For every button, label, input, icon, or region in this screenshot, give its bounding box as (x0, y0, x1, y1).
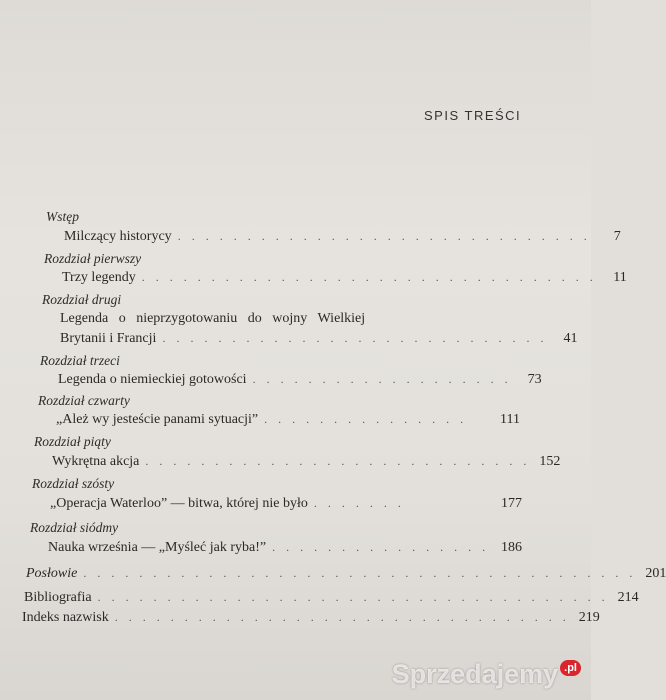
page-number: 219 (578, 610, 600, 625)
toc-entry (62, 270, 627, 286)
entry-title: Trzy legendy (62, 270, 136, 285)
watermark-brand: Sprzedajemy (391, 659, 559, 689)
entry-title: Posłowie (26, 566, 78, 581)
page-number: 152 (539, 454, 561, 469)
toc-entry (64, 229, 621, 245)
page-number: 201 (645, 566, 666, 581)
watermark-badge: .pl (560, 660, 581, 676)
page-number: 214 (617, 590, 639, 605)
page-number: 41 (563, 331, 578, 346)
toc-title: SPIS TREŚCI (424, 108, 522, 123)
entry-title: „Operacja Waterloo” — bitwa, której nie było (50, 496, 308, 511)
toc-entry (58, 372, 542, 388)
entry-title: Nauka września — „Myśleć jak ryba!” (48, 540, 267, 555)
toc-entry (60, 331, 578, 347)
toc-entry-afterword (26, 566, 666, 582)
entry-title-line1: Legenda o nieprzygotowaniu do wojny Wielkiej (60, 311, 366, 326)
entry-title: Milczący historycy (64, 229, 172, 244)
section-heading: Rozdział pierwszy (44, 251, 142, 266)
page-number: 73 (527, 372, 542, 387)
page-number: 186 (501, 540, 522, 555)
leader-dots: . . . . . . . . . . . . . . . . . . . . . . . . . . . . . . . . . (141, 270, 597, 284)
toc-entry (48, 540, 522, 556)
leader-dots: . . . . . . . . . . . . . . . . . . . . . . . . . . . . . . (177, 229, 591, 243)
section-heading: Rozdział czwarty (38, 393, 130, 408)
page-number: 11 (613, 270, 627, 285)
leader-dots: . . . . . . . . . . . . . . . (264, 412, 468, 426)
entry-title: Wykrętna akcja (52, 454, 140, 469)
section-heading: Rozdział siódmy (30, 520, 119, 535)
section-heading: Rozdział szósty (32, 476, 115, 491)
leader-dots: . . . . . . . . . . . . . . . . . . . . . . . . . . . . . . . . . . . . . . . . (83, 566, 637, 580)
section-heading: Wstęp (46, 209, 79, 224)
toc-entry-bibliography (24, 590, 639, 606)
entry-title: „Ależ wy jesteście panami sytuacji” (56, 412, 259, 427)
entry-title: Legenda o niemieckiej gotowości (58, 372, 247, 387)
section-heading: Rozdział drugi (42, 292, 122, 307)
watermark-logo (392, 659, 581, 690)
leader-dots: . . . . . . . . . . . . . . . . . . . . . . . . . . . . . . . . . (114, 610, 570, 624)
entry-title: Indeks nazwisk (22, 610, 109, 625)
section-heading: Rozdział trzeci (40, 353, 120, 368)
page-number: 111 (500, 412, 520, 427)
entry-title: Bibliografia (24, 590, 92, 605)
leader-dots: . . . . . . . . . . . . . . . . . . . . . . . . . . . . (145, 454, 531, 468)
page-number: 177 (501, 496, 522, 511)
page-number: 7 (613, 229, 621, 244)
leader-dots: . . . . . . . . . . . . . . . . . . . . . . . . . . . . (162, 331, 548, 345)
leader-dots: . . . . . . . . . . . . . . . . . . . (252, 372, 512, 386)
leader-dots: . . . . . . . . . . . . . . . . (272, 540, 490, 554)
toc-entry-index (22, 610, 600, 626)
section-heading: Rozdział piąty (34, 434, 111, 449)
toc-entry (52, 454, 561, 470)
entry-title-line2: Brytanii i Francji (60, 331, 157, 346)
leader-dots: . . . . . . . (313, 496, 405, 510)
toc-entry (56, 412, 520, 428)
leader-dots: . . . . . . . . . . . . . . . . . . . . . . . . . . . . . . . . . . . . . (97, 590, 609, 604)
toc-entry (50, 496, 522, 512)
